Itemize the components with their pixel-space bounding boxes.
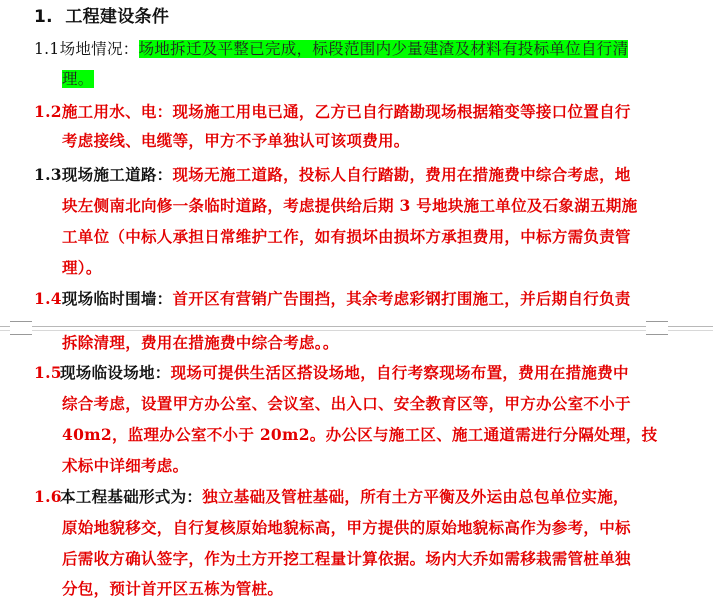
item-text: 综合考虑，设置甲方办公室、会议室、出入口、安全教育区等，甲方办公室不小于	[62, 394, 631, 413]
section-heading	[34, 6, 169, 28]
item-label: 现场临时围墙：	[61, 289, 173, 308]
item-number: 1.3	[34, 165, 62, 184]
item-1-5-line-4	[62, 455, 188, 477]
highlighted-text: 理。	[62, 70, 94, 88]
highlighted-text: 场地拆迁及平整已完成，标段范围内少量建渣及材料有投标单位自行清	[138, 40, 629, 58]
page-margin-marker-left	[10, 321, 32, 335]
item-1-5-line-2	[62, 393, 631, 415]
item-label: 现场临设场地：	[60, 363, 171, 382]
item-text: 首开区有营销广告围挡，其余考虑彩钢打围施工，并后期自行负责	[172, 289, 631, 308]
page-margin-marker-right	[646, 321, 668, 335]
item-1-3-line-3	[62, 226, 631, 248]
item-text: 工单位（中标人承担日常维护工作，如有损坏由损坏方承担费用，中标方需负责管	[62, 227, 631, 246]
section-number: 1.	[34, 7, 53, 27]
item-text: 拆除清理，费用在措施费中综合考虑。。	[62, 333, 339, 352]
item-1-5-line-1	[34, 362, 629, 384]
item-text: 考虑接线、电缆等，甲方不予单独认可该项费用。	[62, 131, 410, 150]
item-1-1-line-1	[34, 38, 628, 60]
item-1-6-line-2	[62, 517, 631, 539]
item-1-6-line-4	[62, 578, 283, 600]
item-text: 块左侧南北向修一条临时道路，考虑提供给后期 3 号地块施工单位及石象湖五期施	[62, 196, 638, 215]
page-break-line	[0, 330, 713, 331]
item-number: 1.4	[34, 289, 62, 308]
item-1-6-line-3	[62, 548, 631, 570]
section-title: 工程建设条件	[65, 7, 170, 27]
item-1-2-line-2	[62, 130, 410, 152]
item-1-3-line-1	[34, 164, 631, 186]
item-text: 现场可提供生活区搭设场地，自行考察现场布置，费用在措施费中	[170, 363, 629, 382]
item-text: 理）。	[62, 258, 102, 277]
item-text: 现场施工用电已通，乙方已自行踏勘现场根据箱变等接口位置自行	[172, 102, 631, 121]
item-label: 施工用水、电：	[61, 102, 173, 121]
item-label: 场地情况：	[59, 40, 139, 58]
item-1-4-line-1	[34, 288, 631, 310]
item-text: 分包，预计首开区五栋为管桩。	[62, 579, 284, 598]
item-1-1-line-2	[62, 68, 94, 90]
item-text: 术标中详细考虑。	[62, 456, 189, 475]
item-text: 现场无施工道路，投标人自行踏勘，费用在措施费中综合考虑，地	[172, 165, 631, 184]
item-text: 后需收方确认签字，作为土方开挖工程量计算依据。场内大乔如需移栽需管桩单独	[62, 549, 631, 568]
item-1-3-line-4	[62, 257, 102, 279]
item-label: 现场施工道路：	[61, 165, 173, 184]
item-1-3-line-2	[62, 195, 637, 217]
item-1-2-line-1	[34, 101, 631, 123]
item-label: 本工程基础形式为：	[60, 487, 203, 506]
item-1-5-line-3	[62, 424, 657, 446]
item-number: 1.6	[34, 487, 62, 506]
item-text: 原始地貌移交，自行复核原始地貌标高，甲方提供的原始地貌标高作为参考，中标	[62, 518, 631, 537]
page-break-line	[0, 326, 713, 327]
item-number: 1.1	[34, 40, 60, 58]
item-number: 1.5	[34, 363, 62, 382]
item-number: 1.2	[34, 102, 62, 121]
item-1-6-line-1	[34, 486, 629, 508]
item-text: 独立基础及管桩基础，所有土方平衡及外运由总包单位实施，	[202, 487, 629, 506]
item-text: 40m2，监理办公室不小于 20m2。办公区与施工区、施工通道需进行分隔处理，技	[62, 425, 658, 444]
item-1-4-line-2	[62, 332, 339, 354]
